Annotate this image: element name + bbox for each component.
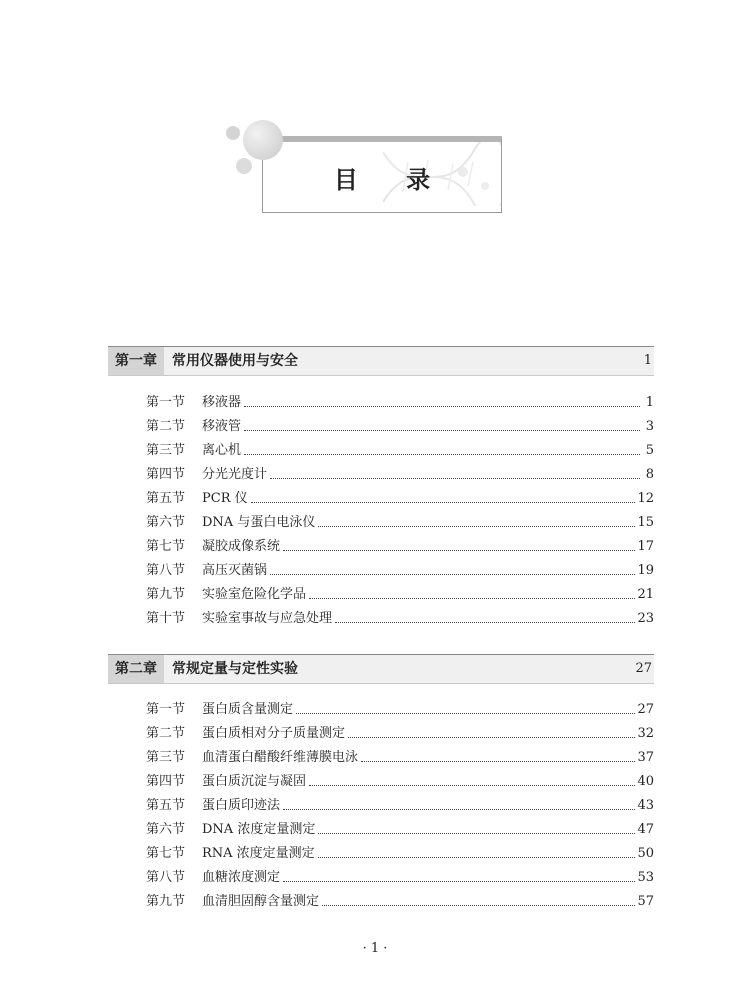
section-number: 第六节 (146, 822, 186, 837)
section-number: 第二节 (146, 419, 186, 434)
section-page: 8 (645, 467, 654, 482)
toc-entry[interactable] (146, 559, 654, 583)
toc-entry[interactable] (146, 866, 654, 890)
section-list (146, 698, 654, 914)
section-page: 15 (637, 515, 654, 530)
section-page: 37 (637, 750, 654, 765)
dot-leader (322, 905, 635, 906)
section-page: 3 (645, 419, 654, 434)
section-number: 第七节 (146, 539, 186, 554)
section-title: 凝胶成像系统 (202, 539, 281, 554)
section-title: 离心机 (202, 443, 242, 458)
section-title: 移液管 (202, 419, 242, 434)
toc-entry[interactable] (146, 746, 654, 770)
toc-entry[interactable] (146, 535, 654, 559)
dot-leader (283, 550, 635, 551)
dot-leader (244, 430, 640, 431)
section-page: 27 (637, 702, 654, 717)
toc-entry[interactable] (146, 391, 654, 415)
section-title: DNA 浓度定量测定 (202, 822, 316, 837)
section-title: 血清蛋白醋酸纤维薄膜电泳 (202, 750, 359, 765)
toc-entry[interactable] (146, 415, 654, 439)
section-title: 实验室事故与应急处理 (202, 611, 333, 626)
section-number: 第二节 (146, 726, 186, 741)
section-title: 实验室危险化学品 (202, 587, 307, 602)
dot-leader (244, 454, 640, 455)
chapter-page: 27 (635, 661, 652, 676)
dot-leader (244, 406, 640, 407)
chapter-header[interactable] (108, 346, 654, 376)
section-title: 蛋白质相对分子质量测定 (202, 726, 346, 741)
toc-entry[interactable] (146, 583, 654, 607)
section-number: 第五节 (146, 798, 186, 813)
section-page: 43 (637, 798, 654, 813)
section-title: 蛋白质沉淀与凝固 (202, 774, 307, 789)
toc-entry[interactable] (146, 511, 654, 535)
section-number: 第九节 (146, 587, 186, 602)
dot-leader (361, 761, 635, 762)
toc-entry[interactable] (146, 770, 654, 794)
toc-entry[interactable] (146, 890, 654, 914)
section-title: 高压灭菌锅 (202, 563, 268, 578)
section-list (146, 391, 654, 631)
dot-leader (318, 526, 635, 527)
chapter-number: 第一章 (108, 347, 164, 375)
toc-title-box (262, 136, 502, 213)
section-title: RNA 浓度定量测定 (202, 846, 315, 861)
chapter-title: 常用仪器使用与安全 (172, 353, 298, 369)
section-page: 5 (645, 443, 654, 458)
decor-bubble-large (243, 120, 283, 160)
section-page: 57 (637, 894, 654, 909)
section-page: 53 (637, 870, 654, 885)
dot-leader (251, 502, 636, 503)
section-number: 第八节 (146, 870, 186, 885)
toc-entry[interactable] (146, 463, 654, 487)
section-number: 第一节 (146, 395, 186, 410)
section-page: 23 (637, 611, 654, 626)
section-title: PCR 仪 (202, 491, 248, 506)
chapter-header[interactable] (108, 654, 654, 684)
section-title: 蛋白质印迹法 (202, 798, 281, 813)
section-number: 第五节 (146, 491, 186, 506)
dot-leader (283, 809, 635, 810)
toc-entry[interactable] (146, 818, 654, 842)
section-number: 第六节 (146, 515, 186, 530)
page-number: · 1 · (362, 941, 388, 956)
toc-entry[interactable] (146, 487, 654, 511)
section-number: 第四节 (146, 467, 186, 482)
dot-leader (296, 713, 635, 714)
toc-title: 目 录 (333, 165, 451, 194)
section-title: 移液器 (202, 395, 242, 410)
section-number: 第十节 (146, 611, 186, 626)
section-title: 血清胆固醇含量测定 (202, 894, 320, 909)
decor-bubble-small (226, 126, 240, 140)
dot-leader (283, 881, 635, 882)
chapter-number: 第二章 (108, 655, 164, 683)
section-page: 19 (637, 563, 654, 578)
dot-leader (309, 598, 635, 599)
section-title: 血糖浓度测定 (202, 870, 281, 885)
section-page: 50 (637, 846, 654, 861)
section-title: DNA 与蛋白电泳仪 (202, 515, 316, 530)
section-page: 12 (637, 491, 654, 506)
toc-entry[interactable] (146, 794, 654, 818)
section-number: 第八节 (146, 563, 186, 578)
section-page: 32 (637, 726, 654, 741)
decor-bubble-small (236, 158, 252, 174)
section-number: 第四节 (146, 774, 186, 789)
toc-entry[interactable] (146, 722, 654, 746)
section-number: 第一节 (146, 702, 186, 717)
section-number: 第三节 (146, 750, 186, 765)
dot-leader (309, 785, 635, 786)
toc-entry[interactable] (146, 842, 654, 866)
dot-leader (270, 478, 640, 479)
section-page: 1 (645, 395, 654, 410)
section-title: 蛋白质含量测定 (202, 702, 294, 717)
dot-leader (270, 574, 635, 575)
toc-entry[interactable] (146, 698, 654, 722)
dot-leader (348, 737, 635, 738)
section-page: 47 (637, 822, 654, 837)
section-page: 17 (637, 539, 654, 554)
chapter-title: 常规定量与定性实验 (172, 661, 298, 677)
section-title: 分光光度计 (202, 467, 268, 482)
dot-leader (335, 622, 635, 623)
chapter-page: 1 (643, 353, 652, 368)
section-page: 40 (637, 774, 654, 789)
section-page: 21 (637, 587, 654, 602)
section-number: 第七节 (146, 846, 186, 861)
section-number: 第三节 (146, 443, 186, 458)
toc-entry[interactable] (146, 439, 654, 463)
dot-leader (318, 833, 635, 834)
section-number: 第九节 (146, 894, 186, 909)
toc-entry[interactable] (146, 607, 654, 631)
dot-leader (318, 857, 636, 858)
